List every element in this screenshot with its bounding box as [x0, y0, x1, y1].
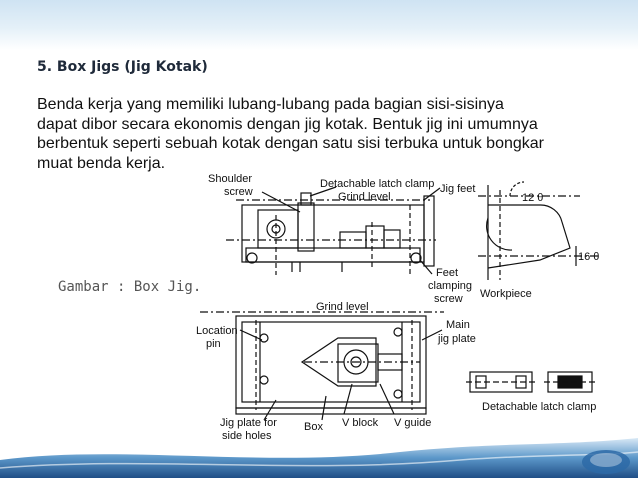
label-feet-3: screw [434, 293, 463, 305]
latch-clamp-drawing [466, 372, 596, 392]
body-line-3: berbentuk seperti sebuah kotak dengan satu sisi terbuka untuk bongkar [37, 135, 544, 152]
label-side-holes-2: side holes [222, 430, 272, 442]
label-latch-clamp-bottom: Detachable latch clamp [482, 401, 597, 413]
body-line-2: dapat dibor secara ekonomis dengan jig kotak. Bentuk jig ini umumnya [37, 115, 538, 133]
figure-caption: Gambar : Box Jig. [58, 279, 202, 295]
label-feet-1: Feet [436, 267, 459, 279]
label-latch-clamp: Detachable latch clamp [320, 178, 435, 190]
slide-title: 5. Box Jigs (Jig Kotak) [37, 59, 208, 75]
body-line-4: muat benda kerja. [37, 154, 166, 172]
label-grind-level-top: Grind level [338, 191, 391, 203]
label-v-block: V block [342, 417, 379, 429]
footer-wave-decoration [0, 438, 638, 478]
label-box: Box [304, 421, 323, 433]
label-feet-2: clamping [428, 280, 473, 292]
label-shoulder-1: Shoulder [208, 173, 253, 185]
body-line-1: Benda kerja yang memiliki lubang-lubang pada bagian sisi-sisinya [37, 96, 504, 113]
label-location-1: Location [196, 325, 238, 337]
label-location-2: pin [206, 338, 221, 350]
label-grind-level-bottom: Grind level [316, 301, 369, 313]
label-angle-12: 12 θ [522, 192, 544, 204]
box-jig-side-view [226, 193, 436, 275]
label-main-2: jig plate [438, 333, 476, 345]
label-jig-feet: Jig feet [440, 183, 476, 195]
label-angle-16: 16 θ [578, 251, 600, 263]
label-main-1: Main [446, 319, 470, 331]
label-workpiece: Workpiece [480, 288, 532, 300]
label-shoulder-2: screw [224, 186, 253, 198]
label-v-guide: V guide [394, 417, 432, 429]
label-side-holes-1: Jig plate for [220, 417, 277, 429]
